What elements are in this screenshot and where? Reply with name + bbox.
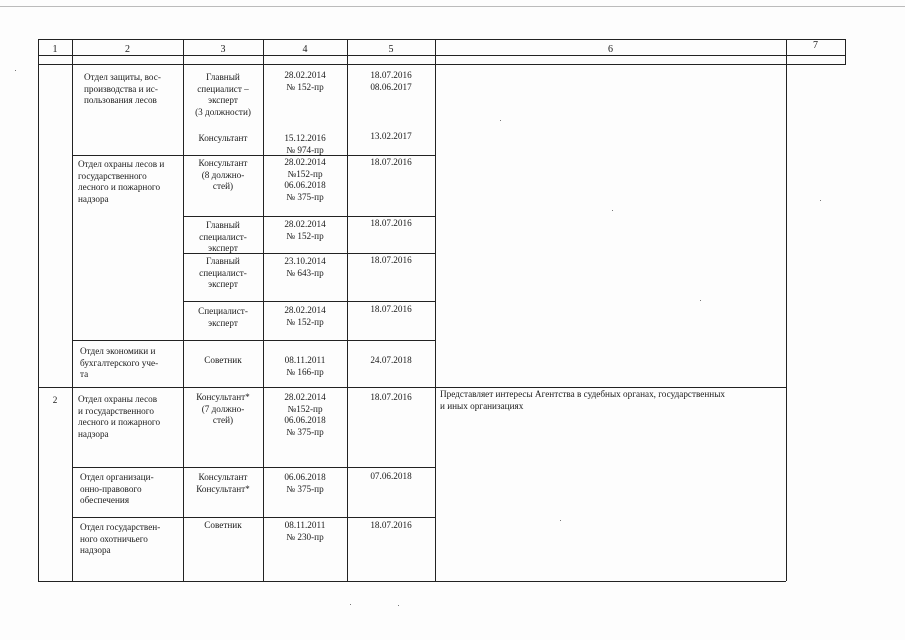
scan-speck (612, 210, 613, 211)
header-bottom-line (38, 55, 846, 56)
scan-speck (350, 604, 351, 605)
order-date-2b: 06.06.2018 № 375-пр (284, 472, 326, 494)
position-consultant-a: Консультант (198, 133, 248, 143)
end-date-b2: 18.07.2016 (370, 218, 412, 228)
position-adviser-c: Советник (204, 355, 242, 365)
scan-speck (398, 605, 399, 606)
header-col-3: 3 (220, 44, 226, 55)
sep-row2-b-top (72, 467, 435, 468)
header-col-5: 5 (388, 44, 394, 55)
order-date-b3: 23.10.2014 № 643-пр (284, 256, 326, 278)
dept-forest-protection-2: Отдел охраны лесов и государственного лесного и пожарного надзора (78, 394, 161, 439)
position-consultant-2a: Консультант* (7 должно- стей) (196, 392, 250, 426)
col-line-0 (38, 39, 39, 581)
dept-organizational-legal: Отдел организаци- онно-правового обеспечения (80, 472, 154, 506)
header-col-6: 6 (608, 44, 613, 55)
header-col-7: 7 (813, 40, 818, 51)
dept-economics-accounting: Отдел экономики и бухгалтерского уче- та (80, 346, 159, 380)
end-date-2c: 18.07.2016 (370, 520, 412, 530)
end-date-c: 24.07.2018 (370, 355, 412, 365)
scan-speck (500, 120, 501, 121)
position-chief-specialist-b3: Главный специалист- эксперт (199, 256, 247, 290)
end-date-b1: 18.07.2016 (370, 157, 412, 167)
col-line-7 (845, 39, 846, 64)
col-line-5 (435, 39, 436, 581)
order-date-b4: 28.02.2014 № 152-пр (284, 305, 326, 327)
order-date-a1: 28.02.2014 № 152-пр (284, 70, 326, 92)
order-date-2c: 08.11.2011 № 230-пр (284, 520, 326, 542)
table-top-line (38, 64, 846, 65)
end-date-b3: 18.07.2016 (370, 255, 412, 265)
col-line-1 (72, 39, 73, 581)
duty-description: Представляет интересы Агентства в судебных органах, государственных и иных организациях (440, 389, 725, 411)
position-chief-specialist-a: Главный специалист – эксперт (3 должности) (195, 72, 251, 117)
order-date-b2: 28.02.2014 № 152-пр (284, 219, 326, 241)
order-date-a2: 15.12.2016 № 974-пр (284, 133, 326, 155)
sep-dept-c-top (72, 340, 435, 341)
end-date-2b: 07.06.2018 (370, 471, 412, 481)
col-line-6 (786, 39, 787, 581)
header-top-line (38, 39, 846, 40)
order-date-2a: 28.02.2014 №152-пр 06.06.2018 № 375-пр (284, 392, 326, 437)
header-col-2: 2 (125, 44, 130, 55)
top-border-line (0, 6, 905, 7)
sep-b2-top (183, 216, 435, 217)
end-date-a2: 13.02.2017 (370, 131, 412, 141)
order-date-c: 08.11.2011 № 166-пр (284, 355, 326, 377)
dept-hunting-supervision: Отдел государствен- ного охотничьего надзора (80, 522, 161, 556)
header-col-1: 1 (52, 44, 58, 55)
row-number-2: 2 (52, 395, 58, 405)
position-adviser-2c: Советник (204, 520, 242, 530)
position-chief-specialist-b2: Главный специалист- эксперт (199, 220, 247, 254)
end-date-b4: 18.07.2016 (370, 304, 412, 314)
end-date-a1: 18.07.2016 08.06.2017 (370, 70, 412, 92)
scan-speck (820, 200, 821, 201)
sep-row2-top (38, 387, 786, 388)
scan-speck (15, 70, 16, 71)
order-date-b1: 28.02.2014 №152-пр 06.06.2018 № 375-пр (284, 157, 326, 202)
position-specialist-b4: Специалист- эксперт (198, 306, 248, 328)
dept-protection-reproduction: Отдел защиты, вос- производства и ис- пользования лесов (84, 72, 161, 106)
table-bottom-line (38, 581, 786, 582)
scan-speck (560, 520, 561, 521)
sep-b4-top (183, 301, 435, 302)
sep-row2-c-top (72, 517, 435, 518)
header-col-4: 4 (302, 44, 308, 55)
position-consultant-b1: Консультант (8 должно- стей) (198, 158, 248, 192)
end-date-2a: 18.07.2016 (370, 392, 412, 402)
position-consultant-2b: Консультант Консультант* (196, 472, 250, 494)
sep-dept-b-top (72, 155, 435, 156)
scan-speck (700, 300, 701, 301)
dept-forest-protection: Отдел охраны лесов и государственного лесного и пожарного надзора (78, 159, 165, 204)
